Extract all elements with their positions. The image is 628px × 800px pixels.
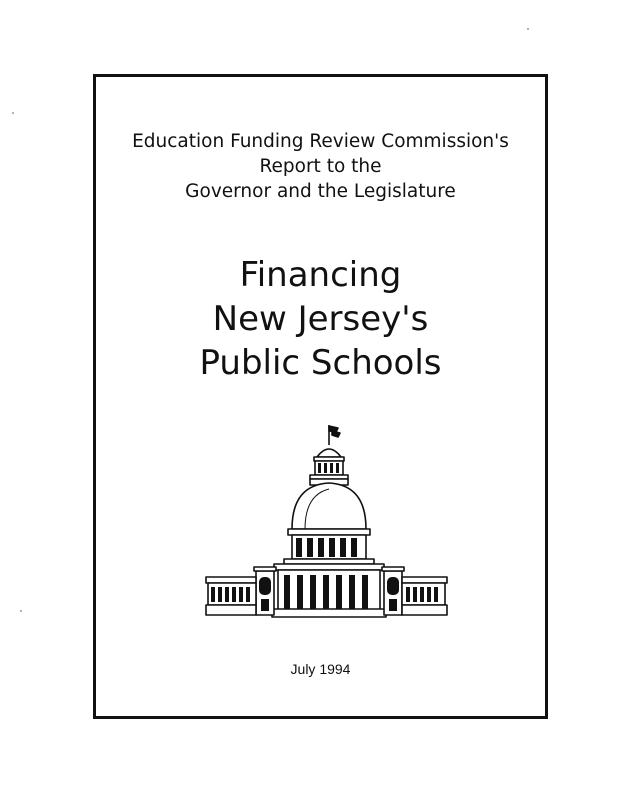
cover-frame xyxy=(93,74,548,719)
title-line-public-schools: Public Schools xyxy=(199,343,442,383)
report-title xyxy=(96,253,545,385)
header-line-report: Report to the xyxy=(259,156,382,177)
header-line-recipients: Governor and the Legislature xyxy=(185,181,456,202)
scan-speck xyxy=(527,28,529,30)
publication-date: July 1994 xyxy=(290,661,351,677)
scan-speck xyxy=(20,610,22,612)
scan-speck xyxy=(12,112,14,114)
capitol-building-icon xyxy=(204,419,449,619)
report-header xyxy=(96,129,545,204)
title-line-financing: Financing xyxy=(239,255,402,295)
title-line-new-jersey: New Jersey's xyxy=(212,299,429,339)
header-line-commission: Education Funding Review Commission's xyxy=(132,131,509,152)
